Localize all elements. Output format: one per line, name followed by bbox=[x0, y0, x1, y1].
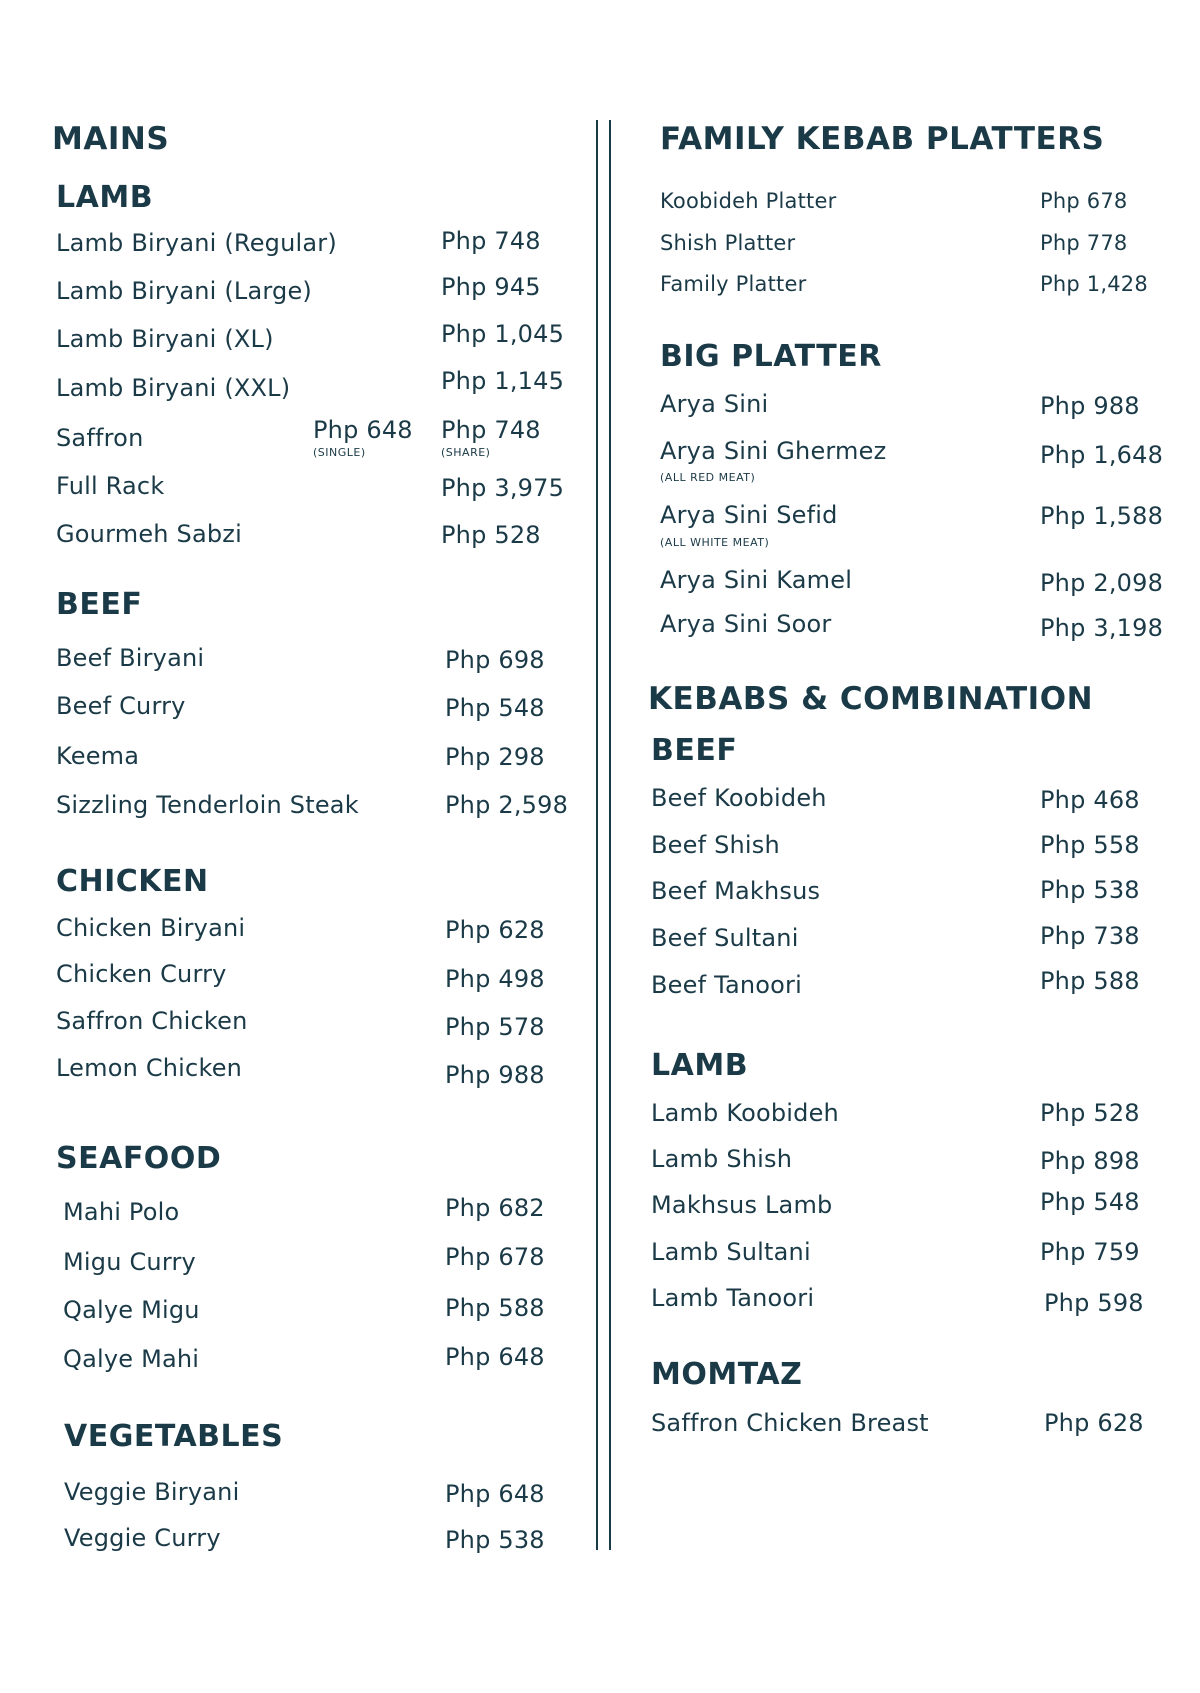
item-name: Arya Sini Ghermez bbox=[660, 437, 887, 465]
item-price: Php 738 bbox=[1040, 922, 1140, 950]
section-heading-big-platter: BIG PLATTER bbox=[660, 339, 882, 374]
item-name: Migu Curry bbox=[63, 1248, 196, 1276]
item-price: Php 778 bbox=[1040, 231, 1128, 255]
item-name: Lamb Biryani (XL) bbox=[56, 325, 274, 353]
item-price: Php 698 bbox=[445, 646, 545, 674]
item-name: Lamb Koobideh bbox=[651, 1099, 839, 1127]
item-name: Lemon Chicken bbox=[56, 1054, 243, 1082]
item-price: Php 648 bbox=[445, 1343, 545, 1371]
item-price: Php 3,975 bbox=[441, 474, 565, 502]
item-name: Qalye Mahi bbox=[63, 1345, 200, 1373]
item-price: Php 1,045 bbox=[441, 320, 565, 348]
item-name: Family Platter bbox=[660, 272, 807, 296]
item-price: Php 3,198 bbox=[1040, 614, 1164, 642]
item-name: Full Rack bbox=[56, 472, 165, 500]
column-divider-right bbox=[609, 120, 611, 1550]
item-name: Sizzling Tenderloin Steak bbox=[56, 791, 359, 819]
item-name: Arya Sini bbox=[660, 390, 769, 418]
column-divider-left bbox=[596, 120, 598, 1550]
subsection-heading-lamb: LAMB bbox=[651, 1048, 749, 1083]
item-price: Php 1,428 bbox=[1040, 272, 1148, 296]
item-price: Php 628 bbox=[1044, 1409, 1144, 1437]
item-name: Beef Sultani bbox=[651, 924, 799, 952]
item-price: Php 558 bbox=[1040, 831, 1140, 859]
item-name: Koobideh Platter bbox=[660, 189, 837, 213]
subsection-heading-beef: BEEF bbox=[651, 733, 738, 768]
item-price: Php 678 bbox=[445, 1243, 545, 1271]
item-name: Lamb Tanoori bbox=[651, 1284, 815, 1312]
subsection-heading-seafood: SEAFOOD bbox=[56, 1141, 222, 1176]
item-name: Beef Tanoori bbox=[651, 971, 802, 999]
item-price: Php 578 bbox=[445, 1013, 545, 1041]
item-price: Php 748 bbox=[441, 227, 541, 255]
item-price: Php 588 bbox=[445, 1294, 545, 1322]
section-heading-mains: MAINS bbox=[52, 121, 170, 157]
item-name: Veggie Biryani bbox=[64, 1478, 240, 1506]
item-price: Php 988 bbox=[445, 1061, 545, 1089]
item-price: Php 898 bbox=[1040, 1147, 1140, 1175]
item-price: Php 988 bbox=[1040, 392, 1140, 420]
item-name: Beef Shish bbox=[651, 831, 780, 859]
section-heading-family-kebab-platters: FAMILY KEBAB PLATTERS bbox=[660, 121, 1105, 157]
price-note-share: (SHARE) bbox=[441, 446, 491, 459]
item-name: Chicken Curry bbox=[56, 960, 227, 988]
item-price: Php 1,648 bbox=[1040, 441, 1164, 469]
item-price: Php 528 bbox=[1040, 1099, 1140, 1127]
item-name: Lamb Shish bbox=[651, 1145, 793, 1173]
subsection-heading-momtaz: MOMTAZ bbox=[651, 1357, 803, 1392]
item-price: Php 678 bbox=[1040, 189, 1128, 213]
item-name: Beef Biryani bbox=[56, 644, 205, 672]
item-name: Veggie Curry bbox=[64, 1524, 221, 1552]
item-price: Php 2,598 bbox=[445, 791, 569, 819]
item-name: Lamb Biryani (Regular) bbox=[56, 229, 337, 257]
item-price: Php 598 bbox=[1044, 1289, 1144, 1317]
item-name: Makhsus Lamb bbox=[651, 1191, 833, 1219]
item-price: Php 498 bbox=[445, 965, 545, 993]
item-price: Php 1,145 bbox=[441, 367, 565, 395]
item-price: Php 759 bbox=[1040, 1238, 1140, 1266]
item-name: Beef Curry bbox=[56, 692, 186, 720]
item-name: Lamb Biryani (Large) bbox=[56, 277, 312, 305]
item-price: Php 1,588 bbox=[1040, 502, 1164, 530]
item-name: Qalye Migu bbox=[63, 1296, 200, 1324]
item-name: Beef Makhsus bbox=[651, 877, 821, 905]
item-price: Php 298 bbox=[445, 743, 545, 771]
item-name: Beef Koobideh bbox=[651, 784, 827, 812]
item-name: Arya Sini Kamel bbox=[660, 566, 853, 594]
item-name: Saffron bbox=[56, 424, 144, 452]
subsection-heading-chicken: CHICKEN bbox=[56, 864, 209, 899]
item-name: Keema bbox=[56, 742, 140, 770]
item-price: Php 648 bbox=[445, 1480, 545, 1508]
item-name: Gourmeh Sabzi bbox=[56, 520, 242, 548]
item-price-share: Php 748 bbox=[441, 416, 541, 444]
item-price: Php 2,098 bbox=[1040, 569, 1164, 597]
item-note: (ALL RED MEAT) bbox=[660, 471, 756, 484]
item-name: Lamb Biryani (XXL) bbox=[56, 374, 291, 402]
item-name: Shish Platter bbox=[660, 231, 796, 255]
subsection-heading-vegetables: VEGETABLES bbox=[64, 1419, 284, 1454]
item-name: Arya Sini Soor bbox=[660, 610, 832, 638]
item-name: Lamb Sultani bbox=[651, 1238, 811, 1266]
subsection-heading-beef: BEEF bbox=[56, 587, 143, 622]
item-price: Php 538 bbox=[445, 1526, 545, 1554]
item-price: Php 682 bbox=[445, 1194, 545, 1222]
item-note: (ALL WHITE MEAT) bbox=[660, 536, 770, 549]
section-heading-kebabs-combination: KEBABS & COMBINATION bbox=[648, 681, 1094, 717]
item-price: Php 945 bbox=[441, 273, 541, 301]
item-name: Mahi Polo bbox=[63, 1198, 180, 1226]
item-price: Php 548 bbox=[445, 694, 545, 722]
item-name: Chicken Biryani bbox=[56, 914, 246, 942]
item-price: Php 588 bbox=[1040, 967, 1140, 995]
subsection-heading-lamb: LAMB bbox=[56, 180, 154, 215]
item-price: Php 528 bbox=[441, 521, 541, 549]
item-price: Php 538 bbox=[1040, 876, 1140, 904]
item-price: Php 548 bbox=[1040, 1188, 1140, 1216]
item-name: Arya Sini Sefid bbox=[660, 501, 838, 529]
item-name: Saffron Chicken bbox=[56, 1007, 248, 1035]
item-price-single: Php 648 bbox=[313, 416, 413, 444]
item-price: Php 468 bbox=[1040, 786, 1140, 814]
item-name: Saffron Chicken Breast bbox=[651, 1409, 929, 1437]
item-price: Php 628 bbox=[445, 916, 545, 944]
price-note-single: (SINGLE) bbox=[313, 446, 366, 459]
